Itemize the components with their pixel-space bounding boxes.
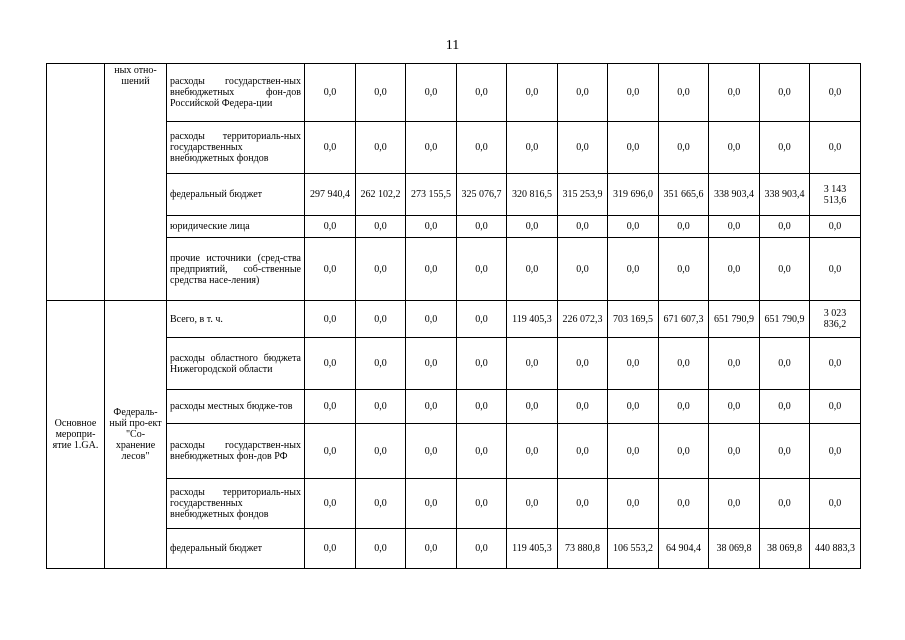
amount-cell: 0,0 [457,479,507,529]
table-body [47,64,861,569]
amount-cell: 119 405,3 [507,301,558,338]
amount-cell: 0,0 [457,216,507,238]
amount-cell: 0,0 [406,64,457,122]
amount-cell: 0,0 [457,390,507,424]
amount-cell: 0,0 [558,122,608,174]
amount-cell: 0,0 [406,122,457,174]
amount-cell: 319 696,0 [608,174,659,216]
amount-cell: 0,0 [558,479,608,529]
amount-cell: 0,0 [810,338,861,390]
amount-cell: 0,0 [608,479,659,529]
amount-cell: 320 816,5 [507,174,558,216]
table-row [47,216,861,238]
amount-cell: 0,0 [507,338,558,390]
amount-cell: 651 790,9 [760,301,810,338]
amount-cell: 0,0 [608,238,659,301]
funding-source-label: федеральный бюджет [167,529,305,569]
page-number: 11 [445,38,460,53]
amount-cell: 119 405,3 [507,529,558,569]
amount-cell: 315 253,9 [558,174,608,216]
amount-cell: 0,0 [810,64,861,122]
table-row [47,301,861,338]
amount-cell: 0,0 [457,238,507,301]
amount-cell: 0,0 [558,338,608,390]
table-row [47,390,861,424]
amount-cell: 0,0 [760,479,810,529]
amount-cell: 0,0 [356,479,406,529]
amount-cell: 0,0 [709,338,760,390]
amount-cell: 0,0 [356,424,406,479]
amount-cell: 338 903,4 [709,174,760,216]
amount-cell: 703 169,5 [608,301,659,338]
amount-cell: 0,0 [406,301,457,338]
amount-cell: 3 023 836,2 [810,301,861,338]
amount-cell: 0,0 [356,238,406,301]
amount-cell: 0,0 [305,424,356,479]
amount-cell: 0,0 [608,64,659,122]
amount-cell: 651 790,9 [709,301,760,338]
amount-cell: 0,0 [457,301,507,338]
amount-cell: 0,0 [810,238,861,301]
amount-cell: 0,0 [709,64,760,122]
amount-cell: 0,0 [457,64,507,122]
table-row [47,529,861,569]
amount-cell: 0,0 [608,216,659,238]
amount-cell: 0,0 [356,529,406,569]
table-row [47,338,861,390]
amount-cell: 351 665,6 [659,174,709,216]
amount-cell: 273 155,5 [406,174,457,216]
amount-cell: 0,0 [659,64,709,122]
amount-cell: 0,0 [507,122,558,174]
amount-cell: 0,0 [709,216,760,238]
amount-cell: 338 903,4 [760,174,810,216]
amount-cell: 325 076,7 [457,174,507,216]
funding-source-label: Всего, в т. ч. [167,301,305,338]
table-row [47,424,861,479]
amount-cell: 0,0 [356,64,406,122]
amount-cell: 0,0 [659,479,709,529]
amount-cell: 0,0 [305,216,356,238]
amount-cell: 0,0 [709,122,760,174]
project-cell: Федераль-ный про-ект "Со-хранение лесов" [105,301,167,569]
amount-cell: 0,0 [406,238,457,301]
amount-cell: 0,0 [760,216,810,238]
amount-cell: 0,0 [406,216,457,238]
amount-cell: 0,0 [659,238,709,301]
amount-cell: 0,0 [760,238,810,301]
amount-cell: 38 069,8 [709,529,760,569]
amount-cell: 0,0 [810,479,861,529]
amount-cell: 0,0 [810,122,861,174]
amount-cell: 0,0 [659,338,709,390]
amount-cell: 0,0 [760,64,810,122]
amount-cell: 0,0 [305,122,356,174]
amount-cell: 0,0 [457,529,507,569]
table-row [47,122,861,174]
funding-source-label: федеральный бюджет [167,174,305,216]
amount-cell: 0,0 [608,338,659,390]
amount-cell: 262 102,2 [356,174,406,216]
funding-source-label: прочие источники (сред-ства предприятий, соб-ственные средства насе-ления) [167,238,305,301]
amount-cell: 0,0 [406,338,457,390]
budget-table [46,63,861,569]
amount-cell: 0,0 [659,424,709,479]
funding-source-label: расходы государствен-ных внебюджетных фон-дов Российской Федера-ции [167,64,305,122]
amount-cell: 0,0 [558,390,608,424]
amount-cell: 0,0 [760,390,810,424]
funding-source-label: расходы территориаль-ных государственных внебюджетных фондов [167,122,305,174]
amount-cell: 0,0 [406,479,457,529]
amount-cell: 0,0 [507,479,558,529]
amount-cell: 0,0 [457,424,507,479]
amount-cell: 226 072,3 [558,301,608,338]
amount-cell: 0,0 [608,390,659,424]
amount-cell: 0,0 [507,238,558,301]
amount-cell: 0,0 [305,529,356,569]
funding-source-label: расходы областного бюджета Нижегородской области [167,338,305,390]
amount-cell: 0,0 [558,424,608,479]
amount-cell: 106 553,2 [608,529,659,569]
activity-cell: Основное меропри-ятие 1.GA. [47,301,105,569]
amount-cell: 0,0 [356,122,406,174]
amount-cell: 3 143 513,6 [810,174,861,216]
amount-cell: 0,0 [356,216,406,238]
amount-cell: 0,0 [558,238,608,301]
amount-cell: 0,0 [305,390,356,424]
funding-source-label: расходы территориаль-ных государственных внебюджетных фондов [167,479,305,529]
amount-cell: 0,0 [507,216,558,238]
amount-cell: 0,0 [608,424,659,479]
amount-cell: 671 607,3 [659,301,709,338]
amount-cell: 0,0 [810,216,861,238]
amount-cell: 0,0 [760,122,810,174]
amount-cell: 0,0 [305,238,356,301]
amount-cell: 0,0 [558,64,608,122]
funding-source-label: расходы государствен-ных внебюджетных фон-дов РФ [167,424,305,479]
amount-cell: 0,0 [305,64,356,122]
amount-cell: 0,0 [507,64,558,122]
table-row [47,479,861,529]
table-row [47,64,861,122]
amount-cell: 0,0 [810,424,861,479]
amount-cell: 0,0 [659,390,709,424]
amount-cell: 0,0 [507,390,558,424]
amount-cell: 0,0 [507,424,558,479]
amount-cell: 0,0 [305,338,356,390]
amount-cell: 0,0 [406,390,457,424]
table-row [47,238,861,301]
amount-cell: 0,0 [457,122,507,174]
amount-cell: 73 880,8 [558,529,608,569]
amount-cell: 0,0 [305,479,356,529]
amount-cell: 0,0 [305,301,356,338]
amount-cell: 440 883,3 [810,529,861,569]
amount-cell: 0,0 [709,238,760,301]
amount-cell: 0,0 [709,390,760,424]
amount-cell: 64 904,4 [659,529,709,569]
amount-cell: 0,0 [659,122,709,174]
activity-cell [47,64,105,301]
amount-cell: 0,0 [659,216,709,238]
amount-cell: 297 940,4 [305,174,356,216]
amount-cell: 0,0 [608,122,659,174]
amount-cell: 0,0 [406,424,457,479]
amount-cell: 0,0 [356,338,406,390]
funding-source-label: юридические лица [167,216,305,238]
amount-cell: 0,0 [406,529,457,569]
amount-cell: 0,0 [810,390,861,424]
amount-cell: 0,0 [760,338,810,390]
amount-cell: 0,0 [457,338,507,390]
amount-cell: 0,0 [709,424,760,479]
amount-cell: 0,0 [709,479,760,529]
table-row [47,174,861,216]
amount-cell: 38 069,8 [760,529,810,569]
amount-cell: 0,0 [356,390,406,424]
funding-source-label: расходы местных бюдже-тов [167,390,305,424]
amount-cell: 0,0 [760,424,810,479]
amount-cell: 0,0 [558,216,608,238]
project-cell: ных отно-шений [105,64,167,301]
amount-cell: 0,0 [356,301,406,338]
